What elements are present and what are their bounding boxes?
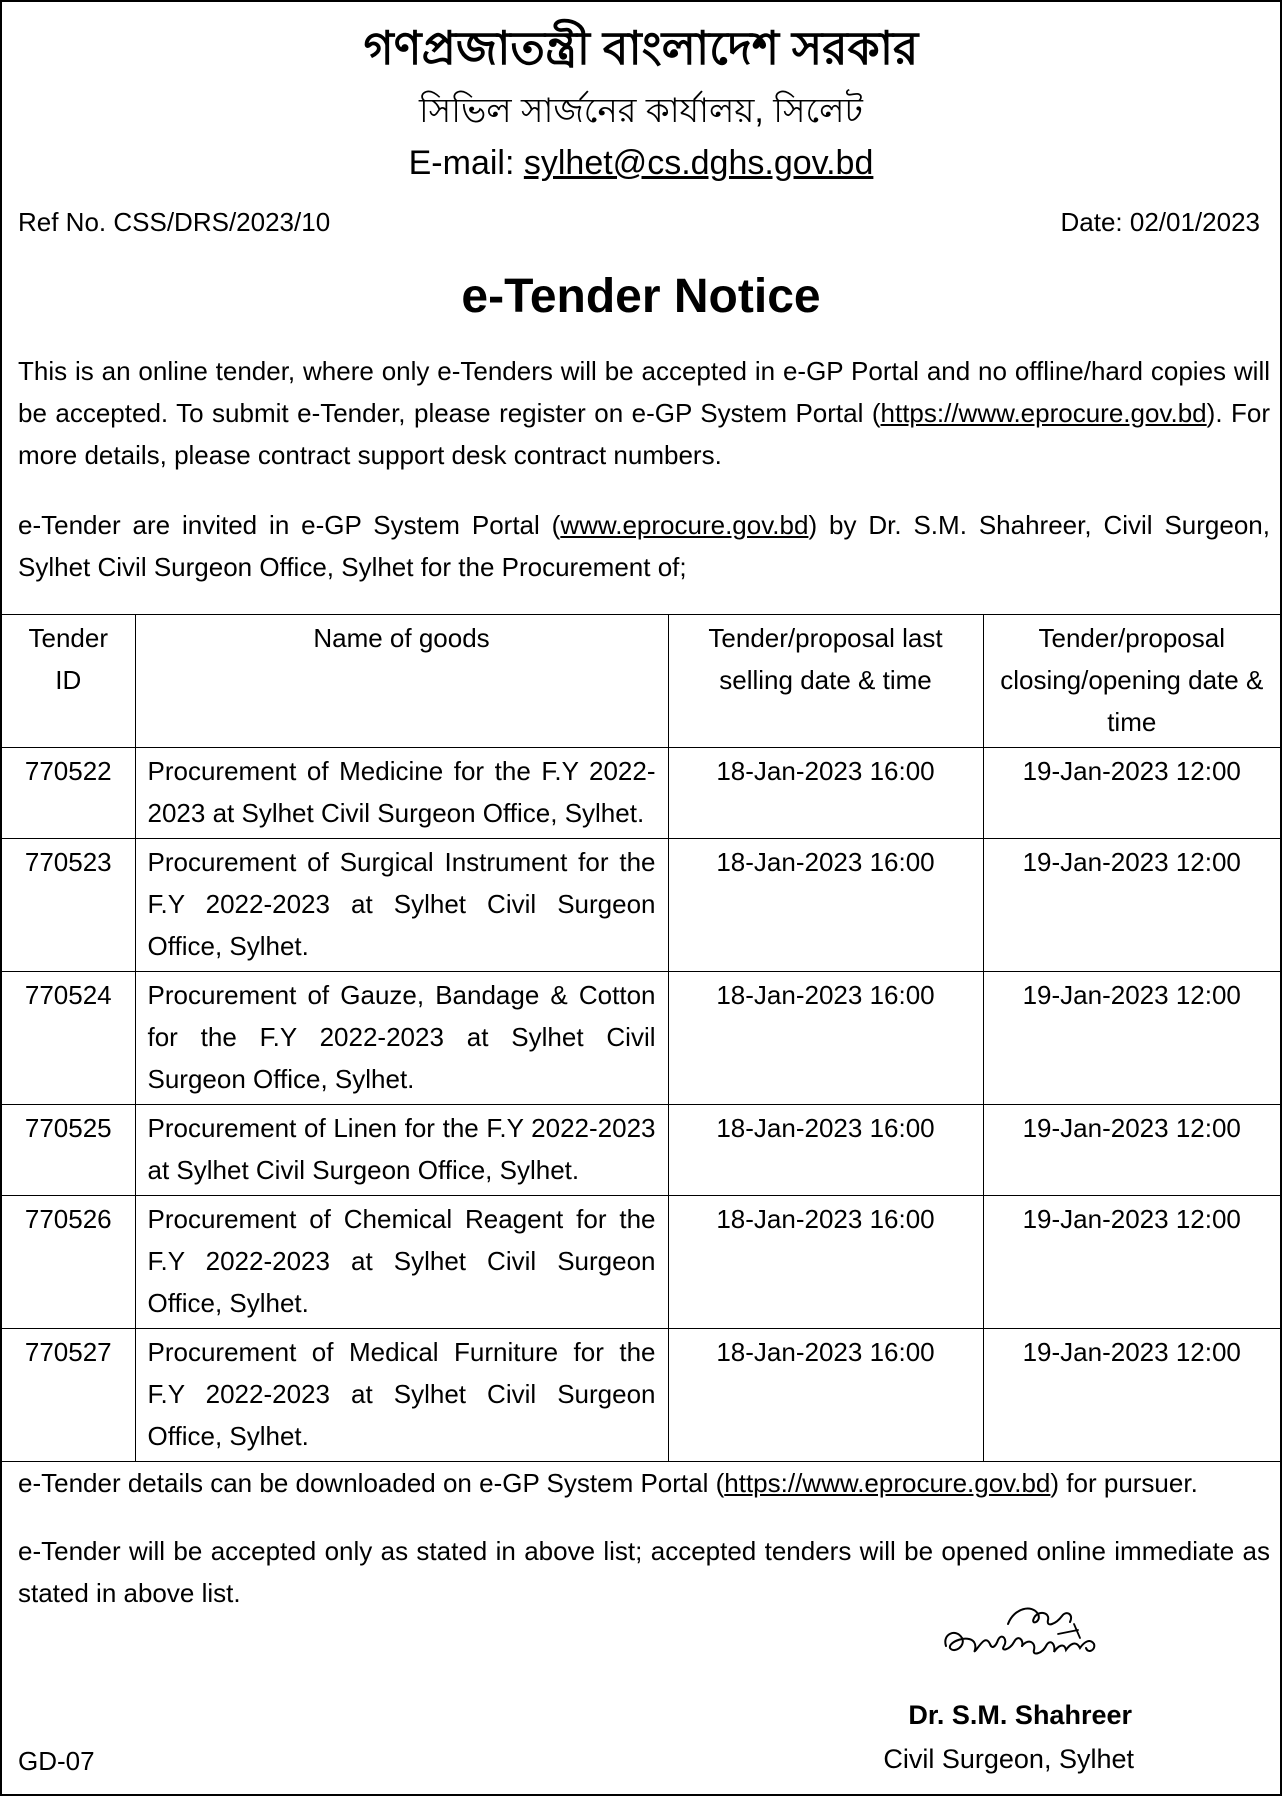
acceptance-paragraph: e-Tender will be accepted only as stated in above list; accepted tenders will be opened online immediate as stated in above list. bbox=[18, 1536, 1270, 1608]
email-label: E-mail: bbox=[408, 144, 524, 182]
table-header-row bbox=[2, 615, 1280, 748]
selling-date-cell: 18-Jan-2023 16:00 bbox=[668, 972, 983, 1105]
intro-paragraph-2: e-Tender are invited in e-GP System Portal (www.eprocure.gov.bd) by Dr. S.M. Shahreer, Civil Surgeon, Sylhet Civil Surgeon Office, Sylhet for the Procurement of; bbox=[18, 510, 1270, 582]
table-row bbox=[2, 972, 1280, 1105]
column-header-goods: Name of goods bbox=[135, 615, 668, 748]
closing-date-cell: 19-Jan-2023 12:00 bbox=[983, 1329, 1280, 1462]
table-row bbox=[2, 839, 1280, 972]
goods-cell: Procurement of Medicine for the F.Y 2022-2023 at Sylhet Civil Surgeon Office, Sylhet. bbox=[135, 748, 668, 839]
goods-cell: Procurement of Medical Furniture for the F.Y 2022-2023 at Sylhet Civil Surgeon Office, Sylhet. bbox=[135, 1329, 668, 1462]
government-heading: গণপ্রজাতন্ত্রী বাংলাদেশ সরকার bbox=[363, 22, 919, 74]
column-header-tender-id: Tender ID bbox=[2, 615, 135, 748]
page-title: e-Tender Notice bbox=[461, 270, 821, 323]
column-header-closing-date: Tender/proposal closing/opening date & time bbox=[983, 615, 1280, 748]
tender-id-cell: 770526 bbox=[2, 1196, 135, 1329]
tender-id-cell: 770523 bbox=[2, 839, 135, 972]
eprocure-download-link[interactable]: https://www.eprocure.gov.bd bbox=[724, 1468, 1051, 1498]
closing-date-cell: 19-Jan-2023 12:00 bbox=[983, 748, 1280, 839]
eprocure-link[interactable]: https://www.eprocure.gov.bd bbox=[880, 398, 1207, 428]
goods-cell: Procurement of Linen for the F.Y 2022-2023 at Sylhet Civil Surgeon Office, Sylhet. bbox=[135, 1105, 668, 1196]
table-row bbox=[2, 748, 1280, 839]
goods-cell: Procurement of Gauze, Bandage & Cotton for the F.Y 2022-2023 at Sylhet Civil Surgeon Office, Sylhet. bbox=[135, 972, 668, 1105]
signer-designation: Civil Surgeon, Sylhet bbox=[883, 1744, 1134, 1774]
tender-id-cell: 770524 bbox=[2, 972, 135, 1105]
tender-id-cell: 770522 bbox=[2, 748, 135, 839]
tender-id-cell: 770525 bbox=[2, 1105, 135, 1196]
signer-name: Dr. S.M. Shahreer bbox=[908, 1700, 1132, 1730]
intro-paragraph-1: This is an online tender, where only e-Tenders will be accepted in e-GP Portal and no offline/hard copies will be accepted. To submit e-Tender, please register on e-GP System Portal (https://www.eprocure.gov.bd). For more details, please contract support desk contract numbers. bbox=[18, 356, 1271, 470]
office-heading: সিভিল সার্জনের কার্যালয়, সিলেট bbox=[419, 92, 863, 130]
selling-date-cell: 18-Jan-2023 16:00 bbox=[668, 748, 983, 839]
tender-table-wrapper bbox=[2, 614, 1280, 1462]
goods-cell: Procurement of Surgical Instrument for the F.Y 2022-2023 at Sylhet Civil Surgeon Office, Sylhet. bbox=[135, 839, 668, 972]
email-line bbox=[2, 142, 1280, 184]
goods-cell: Procurement of Chemical Reagent for the F.Y 2022-2023 at Sylhet Civil Surgeon Office, Sylhet. bbox=[135, 1196, 668, 1329]
closing-date-cell: 19-Jan-2023 12:00 bbox=[983, 1105, 1280, 1196]
selling-date-cell: 18-Jan-2023 16:00 bbox=[668, 1329, 983, 1462]
table-row bbox=[2, 1329, 1280, 1462]
selling-date-cell: 18-Jan-2023 16:00 bbox=[668, 1105, 983, 1196]
email-link[interactable]: sylhet@cs.dghs.gov.bd bbox=[523, 144, 874, 182]
download-paragraph: e-Tender details can be downloaded on e-GP System Portal (https://www.eprocure.gov.bd) for pursuer. bbox=[18, 1468, 1198, 1498]
table-row bbox=[2, 1196, 1280, 1329]
reference-number: Ref No. CSS/DRS/2023/10 bbox=[18, 207, 331, 237]
column-header-selling-date: Tender/proposal last selling date & time bbox=[668, 615, 983, 748]
closing-date-cell: 19-Jan-2023 12:00 bbox=[983, 1196, 1280, 1329]
tender-table bbox=[2, 614, 1280, 1462]
selling-date-cell: 18-Jan-2023 16:00 bbox=[668, 839, 983, 972]
closing-date-cell: 19-Jan-2023 12:00 bbox=[983, 972, 1280, 1105]
document-code: GD-07 bbox=[18, 1746, 95, 1776]
notice-date: Date: 02/01/2023 bbox=[1060, 207, 1260, 237]
eprocure-link-short[interactable]: www.eprocure.gov.bd bbox=[560, 510, 809, 540]
table-row bbox=[2, 1105, 1280, 1196]
selling-date-cell: 18-Jan-2023 16:00 bbox=[668, 1196, 983, 1329]
closing-date-cell: 19-Jan-2023 12:00 bbox=[983, 839, 1280, 972]
tender-id-cell: 770527 bbox=[2, 1329, 135, 1462]
handwritten-signature bbox=[938, 1594, 1108, 1674]
